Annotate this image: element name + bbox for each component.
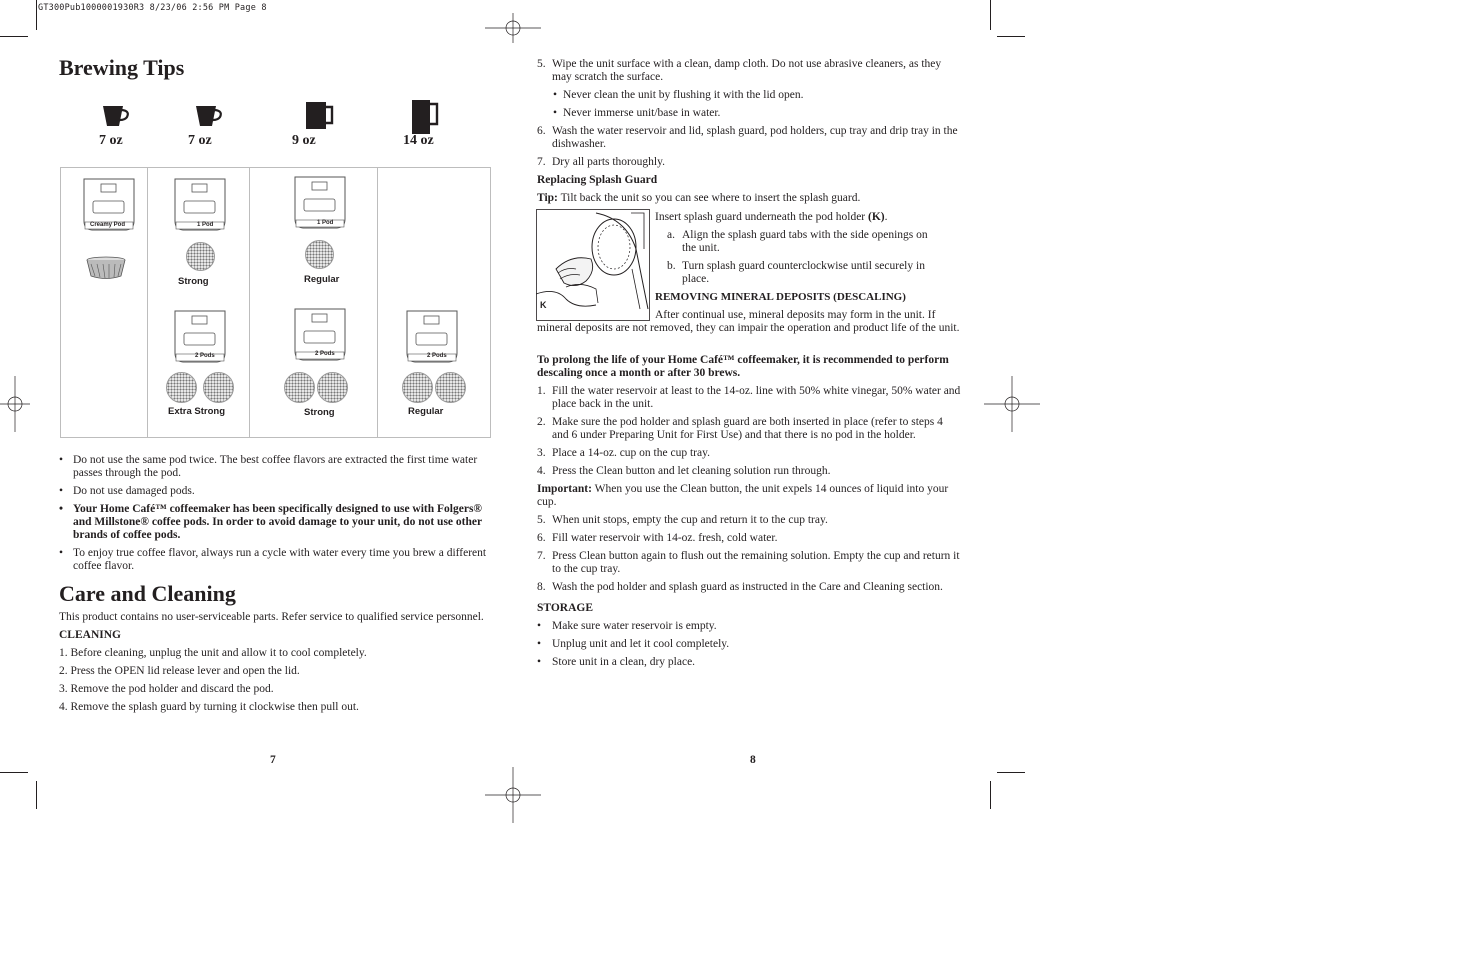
cup-size-label: 7 oz (99, 133, 123, 148)
small-cup-icon (101, 104, 131, 128)
step-text: Make sure the pod holder and splash guard are both inserted in place (refer to steps 4 and 6 under Preparing Unit for First Use) and that there is no pod in the holder. (552, 416, 943, 441)
registration-mark-icon (485, 767, 541, 823)
sub-step: b. Turn splash guard counterclockwise until securely in place. (667, 260, 925, 285)
descaling-section (537, 354, 961, 669)
crop-mark (36, 781, 37, 809)
holder-label: 1 Pod (197, 222, 214, 228)
step-text: Fill water reservoir with 14-oz. fresh, cold water. (552, 532, 778, 544)
tip-paragraph (537, 192, 961, 205)
grid-divider (249, 168, 250, 437)
grid-divider (147, 168, 148, 437)
tip-text: To enjoy true coffee flavor, always run a cycle with water every time you brew a different coffee flavor. (73, 547, 487, 572)
step-text: Fill the water reservoir at least to the 14-oz. line with 50% white vinegar, 50% water and place back in the unit. (552, 385, 961, 410)
step-text: Press Clean button again to flush out the remaining solution. Empty the cup and return it to the cup tray. (552, 550, 960, 575)
strength-label: Strong (178, 276, 209, 287)
pod-holder-diagram (60, 167, 491, 438)
step-text: Wash the water reservoir and lid, splash guard, pod holders, cup tray and drip tray in the dishwasher. (552, 125, 958, 150)
step-text: Dry all parts thoroughly. (552, 156, 665, 168)
descaling-heading: REMOVING MINERAL DEPOSITS (DESCALING) (655, 291, 906, 303)
care-cleaning-title: Care and Cleaning (59, 581, 236, 606)
cleaning-step: 7. Dry all parts thoroughly. (537, 156, 665, 168)
storage-text: Store unit in a clean, dry place. (552, 656, 696, 668)
brewing-tips-list (59, 454, 489, 573)
crop-mark (0, 36, 28, 37)
cleaning-heading: CLEANING (59, 629, 121, 641)
page-number: 7 (270, 754, 276, 766)
list-item: • Unplug unit and let it cool completely. (537, 638, 730, 650)
brewing-tips-title: Brewing Tips (59, 55, 185, 80)
splash-guard-instructions (655, 211, 961, 309)
list-item: • To enjoy true coffee flavor, always run a cycle with water every time you brew a different coffee flavor. (59, 547, 487, 572)
step-number: 5. (537, 514, 546, 526)
descale-step (537, 447, 961, 460)
crop-mark (990, 781, 991, 809)
descale-step (537, 514, 961, 527)
list-item: • Do not use the same pod twice. The best coffee flavors are extracted the first time water passes through the pod. (59, 454, 478, 479)
crop-mark (997, 36, 1025, 37)
strength-label: Regular (304, 274, 340, 285)
cleaning-step: 1. Before cleaning, unplug the unit and allow it to cool completely. (59, 647, 367, 659)
list-item: • Make sure water reservoir is empty. (537, 620, 717, 632)
tip-text: Do not use damaged pods. (73, 485, 195, 497)
step-number: 6. (537, 532, 546, 544)
crop-mark (0, 772, 28, 773)
coffee-pod-icon (435, 372, 466, 403)
coffee-pod-icon (203, 372, 234, 403)
list-item: • Store unit in a clean, dry place. (537, 656, 696, 668)
insert-instruction: Insert splash guard underneath the pod holder (K). (655, 211, 888, 223)
descale-step (537, 465, 961, 478)
holder-label: 1 Pod (317, 220, 334, 226)
descale-step (537, 532, 961, 545)
descale-step (537, 385, 961, 411)
mug-icon (304, 101, 336, 131)
tip-text: Do not use the same pod twice. The best coffee flavors are extracted the first time water passes through the pod. (73, 454, 478, 479)
step-number: 1. (537, 385, 546, 397)
prolong-note: To prolong the life of your Home Café™ coffeemaker, it is recommended to perform descaling once a month or after 30 brews. (537, 354, 949, 379)
coffee-pod-icon (402, 372, 433, 403)
registration-mark-icon (0, 376, 56, 432)
splash-guard-figure (536, 209, 650, 321)
print-slug: GT300Pub1000001930R3 8/23/06 2:56 PM Page 8 (38, 3, 267, 13)
step-text: Wipe the unit surface with a clean, damp cloth. Do not use abrasive cleaners, as they may scratch the surface. (552, 58, 942, 83)
sub-step-text: Align the splash guard tabs with the side openings on the unit. (682, 229, 928, 254)
insert-text: Insert splash guard underneath the pod holder (655, 211, 866, 223)
tip-label: Tip: (537, 192, 558, 204)
list-item: • Do not use damaged pods. (59, 485, 195, 497)
step-text: Place a 14-oz. cup on the cup tray. (552, 447, 710, 459)
holder-label: 2 Pods (315, 351, 335, 357)
step-number: 8. (537, 581, 546, 593)
important-text: When you use the Clean button, the unit expels 14 ounces of liquid into your cup. (537, 483, 949, 508)
sub-step-text: Turn splash guard counterclockwise until securely in place. (682, 260, 925, 285)
list-item: • Your Home Café™ coffeemaker has been specifically designed to use with Folgers® and Millstone® coffee pods. In order to avoid damage to your unit, do not use other brands of coffee pods. (59, 503, 483, 541)
holder-label: 2 Pods (427, 353, 447, 359)
strength-label: Strong (304, 407, 335, 418)
list-item: • Never immerse unit/base in water. (553, 107, 721, 119)
cup-size-label: 9 oz (292, 133, 316, 148)
replacing-heading: Replacing Splash Guard (537, 174, 658, 186)
storage-text: Unplug unit and let it cool completely. (552, 638, 730, 650)
coffee-pod-icon (284, 372, 315, 403)
step-text: When unit stops, empty the cup and return it to the cup tray. (552, 514, 828, 526)
step-number: 2. (537, 416, 546, 428)
creamy-pod-icon (85, 256, 127, 280)
cup-size-label: 14 oz (403, 133, 434, 148)
cleaning-step: 4. Remove the splash guard by turning it clockwise then pull out. (59, 701, 359, 713)
important-label: Important: (537, 483, 592, 495)
coffee-pod-icon (305, 240, 334, 269)
care-intro: This product contains no user-serviceable parts. Refer service to qualified service personnel. (59, 611, 484, 623)
figure-label-k: K (540, 300, 547, 310)
holder-label: Creamy Pod (90, 222, 126, 228)
descale-step (537, 581, 961, 594)
page-number: 8 (750, 754, 756, 766)
bullet-text: Never clean the unit by flushing it with the lid open. (563, 89, 804, 101)
descale-step (537, 416, 961, 442)
cleaning-step: 3. Remove the pod holder and discard the pod. (59, 683, 274, 695)
cleaning-continued (537, 58, 961, 210)
sub-step: a. Align the splash guard tabs with the side openings on the unit. (667, 229, 928, 254)
crop-mark (997, 772, 1025, 773)
bullet-text: Never immerse unit/base in water. (563, 107, 721, 119)
step-text: Press the Clean button and let cleaning solution run through. (552, 465, 831, 477)
coffee-pod-icon (317, 372, 348, 403)
step-number: 7. (537, 550, 546, 562)
tall-mug-icon (410, 99, 442, 135)
strength-label: Extra Strong (168, 406, 226, 417)
cleaning-step: 2. Press the OPEN lid release lever and open the lid. (59, 665, 300, 677)
registration-mark-icon (485, 0, 541, 56)
descaling-text: After continual use, mineral deposits may form in the unit. If mineral deposits are not removed, they can impair the operation and product life of the unit. (537, 309, 960, 334)
holder-label: 2 Pods (195, 353, 215, 359)
step-number: 4. (537, 465, 546, 477)
important-note (537, 483, 961, 509)
step-number: 3. (537, 447, 546, 459)
coffee-pod-icon (186, 242, 215, 271)
insert-ref: (K) (868, 211, 885, 223)
care-section (59, 611, 489, 714)
registration-mark-icon (984, 376, 1040, 432)
tip-text: Your Home Café™ coffeemaker has been specifically designed to use with Folgers® and Millstone® coffee pods. In order to avoid damage to your unit, do not use other brands of coffee pods. (73, 503, 483, 541)
crop-mark (990, 0, 991, 30)
tip-text: Tilt back the unit so you can see where to insert the splash guard. (560, 192, 861, 204)
cleaning-step: 6. Wash the water reservoir and lid, splash guard, pod holders, cup tray and drip tray in the dishwasher. (537, 125, 958, 150)
descale-step (537, 550, 961, 576)
cleaning-step: 5. Wipe the unit surface with a clean, damp cloth. Do not use abrasive cleaners, as they may scratch the surface. (537, 58, 942, 83)
storage-heading: STORAGE (537, 602, 594, 614)
small-cup-icon (194, 104, 224, 128)
coffee-pod-icon (166, 372, 197, 403)
strength-label: Regular (408, 406, 444, 417)
crop-mark (36, 0, 37, 30)
cup-size-label: 7 oz (188, 133, 212, 148)
storage-text: Make sure water reservoir is empty. (552, 620, 717, 632)
step-text: Wash the pod holder and splash guard as instructed in the Care and Cleaning section. (552, 581, 943, 593)
list-item: • Never clean the unit by flushing it with the lid open. (553, 89, 804, 101)
grid-divider (377, 168, 378, 437)
